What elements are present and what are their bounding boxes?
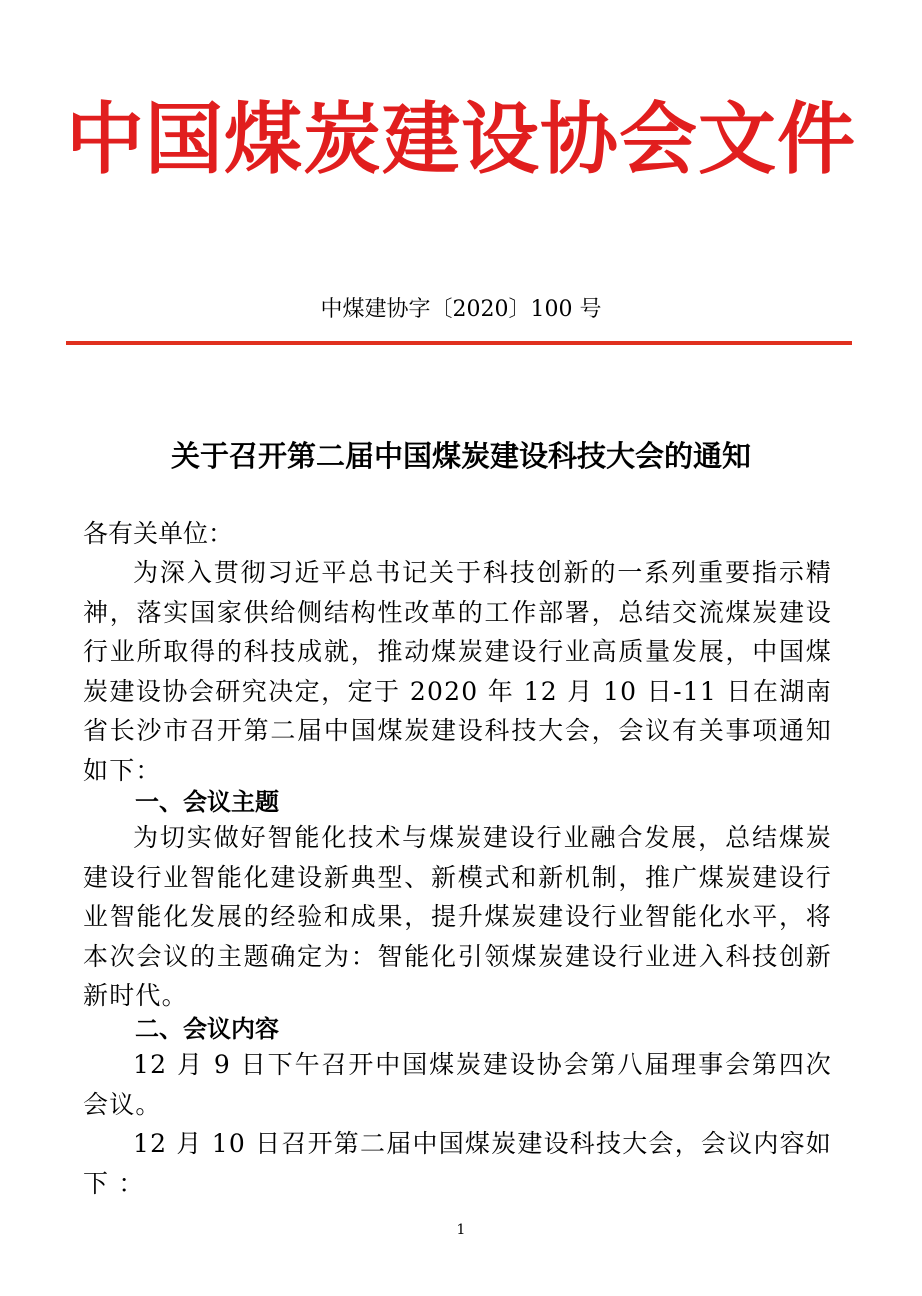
salutation: 各有关单位： — [83, 519, 234, 548]
notice-title: 关于召开第二届中国煤炭建设科技大会的通知 — [170, 439, 751, 473]
content-paragraph-day10: 12 月 10 日召开第二届中国煤炭建设科技大会，会议内容如下 ： — [83, 1129, 832, 1198]
content-paragraph-day9: 12 月 9 日下午召开中国煤炭建设协会第八届理事会第四次会议。 — [83, 1050, 832, 1119]
page-number: 1 — [456, 1222, 466, 1238]
intro-paragraph: 为深入贯彻习近平总书记关于科技创新的一系列重要指示精神，落实国家供给侧结构性改革的工作部署，总结交流煤炭建设行业所取得的科技成就，推动煤炭建设行业高质量发展，中国煤炭建设协会研究决定，定于 2020 年 12 月 10 日-11 日在湖南省长沙市召开第二届中国煤炭建设科技大会，会议有关事项通知如下： — [83, 558, 832, 785]
masthead-title: 中国煤炭建设协会文件 — [65, 95, 856, 185]
red-divider-rule — [66, 341, 852, 345]
theme-paragraph: 为切实做好智能化技术与煤炭建设行业融合发展，总结煤炭建设行业智能化建设新典型、新模式和新机制，推广煤炭建设行业智能化发展的经验和成果，提升煤炭建设行业智能化水平，将本次会议的主题确定为：智能化引领煤炭建设行业进入科技创新新时代。 — [83, 823, 832, 1010]
document-number: 中煤建协字〔2020〕100 号 — [320, 297, 602, 322]
section-heading-content: 二、会议内容 — [135, 1015, 279, 1043]
section-heading-theme: 一、会议主题 — [135, 788, 279, 816]
